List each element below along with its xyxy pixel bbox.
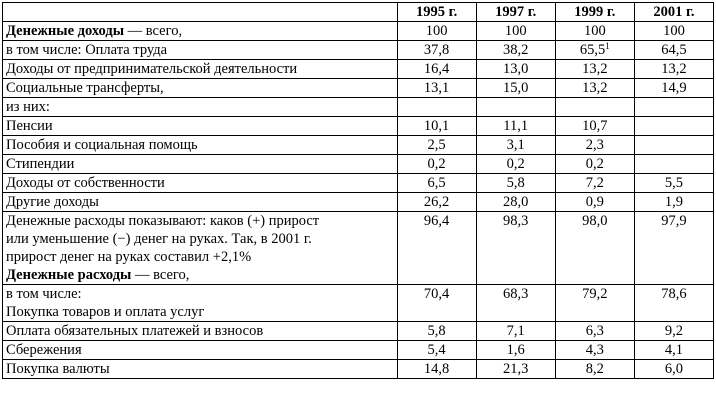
row-note-line: прирост денег на руках составил +2,1% (6, 249, 252, 265)
table-row (3, 117, 714, 136)
row-label: Доходы от предпринимательской деятельности (3, 60, 398, 79)
cell-value: 3,1 (476, 136, 555, 155)
cell-value: 79,2 (555, 285, 634, 322)
cell-value: 100 (634, 22, 713, 41)
cell-value-with-footnote (555, 41, 634, 60)
cell-value: 1,6 (476, 341, 555, 360)
row-label (3, 212, 398, 285)
row-label: Пособия и социальная помощь (3, 136, 398, 155)
header-year-1997: 1997 г. (476, 3, 555, 22)
cell-value: 2,3 (555, 136, 634, 155)
cell-value: 0,2 (555, 155, 634, 174)
row-label-line: в том числе: (6, 286, 82, 302)
cell-value: 13,0 (476, 60, 555, 79)
table-row (3, 285, 714, 322)
table-row (3, 98, 714, 117)
row-label-bold: Денежные расходы (6, 267, 132, 283)
row-note-line: или уменьшение (−) денег на руках. Так, в 2001 г. (6, 231, 312, 247)
table-row (3, 79, 714, 98)
table-row (3, 41, 714, 60)
header-year-1995: 1995 г. (397, 3, 476, 22)
cell-value: 10,7 (555, 117, 634, 136)
cell-value: 0,9 (555, 193, 634, 212)
cell-value: 96,4 (397, 212, 476, 285)
row-label: Сбережения (3, 341, 398, 360)
cell-value (634, 155, 713, 174)
cell-value: 6,0 (634, 360, 713, 379)
row-label: Стипендии (3, 155, 398, 174)
cell-value: 5,8 (476, 174, 555, 193)
cell-value (634, 136, 713, 155)
cell-value: 6,3 (555, 322, 634, 341)
row-label (3, 285, 398, 322)
cell-value: 13,2 (555, 79, 634, 98)
cell-value: 2,5 (397, 136, 476, 155)
cell-value: 0,2 (476, 155, 555, 174)
cell-value: 13,1 (397, 79, 476, 98)
table-row (3, 360, 714, 379)
cell-value: 14,9 (634, 79, 713, 98)
cell-value: 65,5 (579, 42, 606, 58)
cell-value: 7,1 (476, 322, 555, 341)
row-label: Покупка валюты (3, 360, 398, 379)
row-label-rest: — всего, (131, 267, 190, 283)
cell-value: 64,5 (634, 41, 713, 60)
table-row (3, 341, 714, 360)
row-label-line: Покупка товаров и оплата услуг (6, 304, 205, 320)
cell-value: 97,9 (634, 212, 713, 285)
cell-value: 98,3 (476, 212, 555, 285)
cell-value (634, 98, 713, 117)
cell-value: 100 (476, 22, 555, 41)
cell-value (555, 98, 634, 117)
table-row (3, 193, 714, 212)
table-row (3, 22, 714, 41)
cell-value: 15,0 (476, 79, 555, 98)
header-year-1999: 1999 г. (555, 3, 634, 22)
row-label: Оплата обязательных платежей и взносов (3, 322, 398, 341)
cell-value: 1,9 (634, 193, 713, 212)
cell-value: 7,2 (555, 174, 634, 193)
cell-value: 37,8 (397, 41, 476, 60)
footnote-marker: 1 (605, 41, 610, 51)
cell-value: 28,0 (476, 193, 555, 212)
row-label: Другие доходы (3, 193, 398, 212)
cell-value (476, 98, 555, 117)
income-expense-table (2, 2, 714, 379)
cell-value: 6,5 (397, 174, 476, 193)
cell-value: 38,2 (476, 41, 555, 60)
cell-value: 4,1 (634, 341, 713, 360)
table-row (3, 60, 714, 79)
cell-value: 0,2 (397, 155, 476, 174)
header-empty-cell (3, 3, 398, 22)
cell-value: 4,3 (555, 341, 634, 360)
table-row (3, 136, 714, 155)
row-note-line: Денежные расходы показывают: каков (+) прирост (6, 213, 320, 229)
row-label-rest: — всего, (124, 23, 183, 39)
cell-value: 68,3 (476, 285, 555, 322)
header-row (3, 3, 714, 22)
table-row (3, 322, 714, 341)
cell-value: 70,4 (397, 285, 476, 322)
cell-value: 26,2 (397, 193, 476, 212)
cell-value: 98,0 (555, 212, 634, 285)
cell-value: 13,2 (555, 60, 634, 79)
row-label: Пенсии (3, 117, 398, 136)
cell-value: 13,2 (634, 60, 713, 79)
table-row (3, 174, 714, 193)
cell-value: 100 (555, 22, 634, 41)
row-label: в том числе: Оплата труда (3, 41, 398, 60)
row-label: из них: (3, 98, 398, 117)
row-label (3, 22, 398, 41)
cell-value: 8,2 (555, 360, 634, 379)
cell-value: 5,8 (397, 322, 476, 341)
cell-value: 78,6 (634, 285, 713, 322)
row-label: Социальные трансферты, (3, 79, 398, 98)
table-row (3, 212, 714, 285)
cell-value: 21,3 (476, 360, 555, 379)
cell-value: 5,5 (634, 174, 713, 193)
cell-value: 10,1 (397, 117, 476, 136)
cell-value (634, 117, 713, 136)
row-label-bold: Денежные доходы (6, 23, 125, 39)
table-row (3, 155, 714, 174)
cell-value: 5,4 (397, 341, 476, 360)
header-year-2001: 2001 г. (634, 3, 713, 22)
cell-value: 14,8 (397, 360, 476, 379)
row-label: Доходы от собственности (3, 174, 398, 193)
cell-value (397, 98, 476, 117)
cell-value: 9,2 (634, 322, 713, 341)
cell-value: 11,1 (476, 117, 555, 136)
row-label-heading (6, 266, 394, 284)
cell-value: 16,4 (397, 60, 476, 79)
cell-value: 100 (397, 22, 476, 41)
